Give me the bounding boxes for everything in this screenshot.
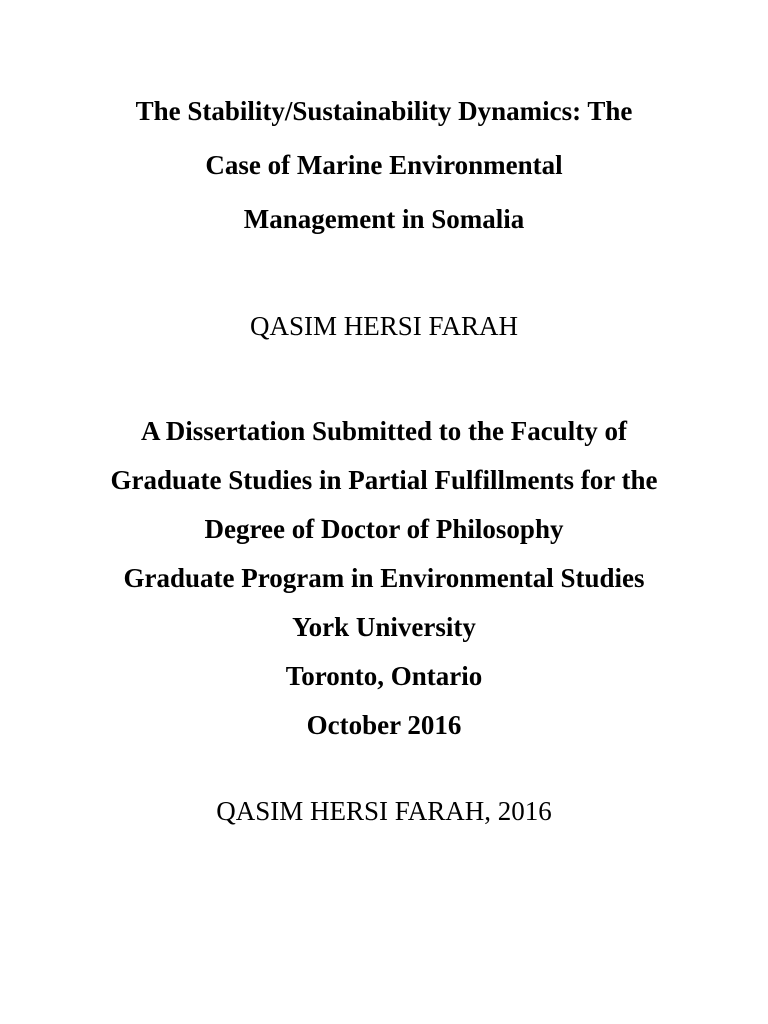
- title-line-1: The Stability/Sustainability Dynamics: The: [135, 96, 633, 126]
- statement-line-3: Degree of Doctor of Philosophy: [204, 514, 564, 544]
- university-name: York University: [292, 612, 476, 642]
- author-name: QASIM HERSI FARAH: [249, 311, 519, 341]
- title-line-2: Case of Marine Environmental: [205, 150, 563, 180]
- title-line-3: Management in Somalia: [243, 204, 525, 234]
- statement-line-1: A Dissertation Submitted to the Faculty of: [141, 416, 627, 446]
- submission-date: October 2016: [306, 710, 462, 740]
- copyright-line: QASIM HERSI FARAH, 2016: [216, 796, 552, 826]
- program-name: Graduate Program in Environmental Studies: [123, 563, 645, 593]
- statement-line-2: Graduate Studies in Partial Fulfillments for the: [110, 465, 658, 495]
- location: Toronto, Ontario: [285, 661, 483, 691]
